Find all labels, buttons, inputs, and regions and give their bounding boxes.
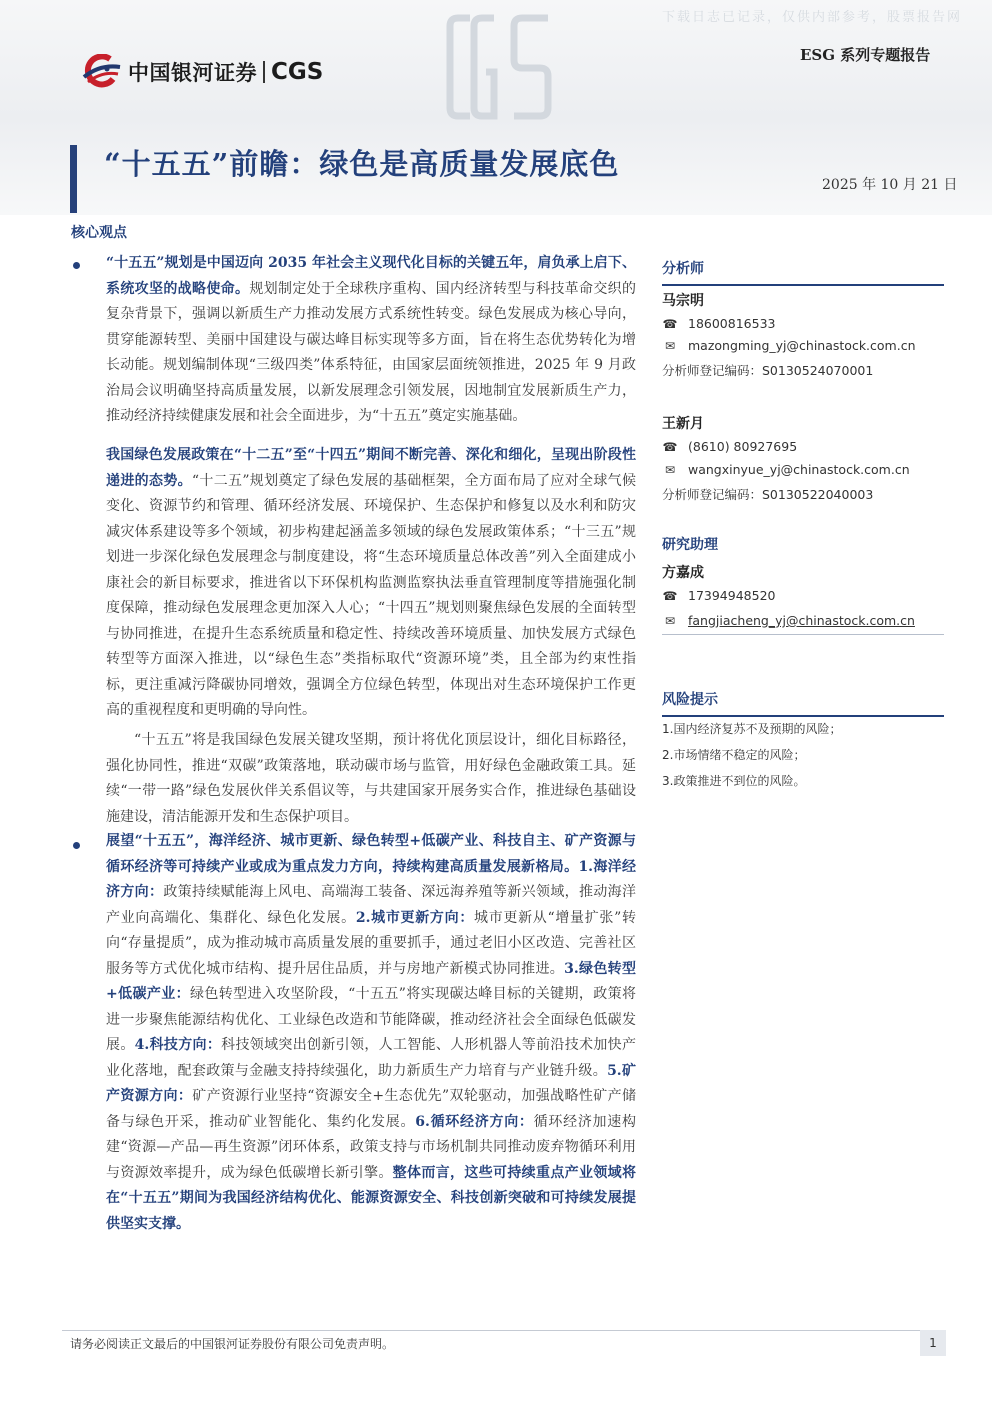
core-paragraph-2	[106, 443, 636, 724]
assistant-phone: 17394948520	[688, 588, 776, 603]
p1-body: 规划制定处于全球秩序重构、国内经济转型与科技革命交织的复杂背景下，强调以新质生产力推动发展方式系统性转变。绿色发展成为核心导向，贯穿能源转型、美丽中国建设与碳达峰目标实现等多方面，旨在将生态优势转化为增长动能。规划编制体现“三级四类”体系特征，由国家层面统领推进，2025 年 9 月政治局会议明确坚持高质量发展，以新发展理念引领发展，因地制宜发展新质生产力，推动经济持续健康发展和社会全面进步，为“十五五”奠定实施基础。	[106, 280, 637, 424]
phone-icon: ☎	[662, 588, 678, 603]
p4-text-1: 政策持续赋能海上风电、高端海工装备、深远海养殖等新兴领域，推动海洋产业向高端化、集群化、绿色化发展。	[106, 884, 637, 926]
phone-icon: ☎	[662, 316, 678, 331]
p4-text-4: 科技领域突出创新引领，人工智能、人形机器人等前沿技术加快产业化落地，配套政策与金融支持持续强化，助力新质生产力培育与产业链升级。	[106, 1037, 637, 1079]
p4-text-5: 矿产资源行业坚持“资源安全+生态优先”双轮驱动，加强战略性矿产储备与绿色开采，推动矿业智能化、集约化发展。	[106, 1088, 636, 1130]
analyst-2-name: 王新月	[662, 416, 704, 432]
analyst-2-email[interactable]: wangxinyue_yj@chinastock.com.cn	[688, 462, 910, 477]
p3-body: “十五五”将是我国绿色发展关键攻坚期，预计将优化顶层设计，细化目标路径，强化协同性，推进“双碳”政策落地，联动碳市场与监管，用好绿色金融政策工具。延续“一带一路”绿色发展伙伴关系倡议等，与共建国家开展务实合作，推进绿色基础设施建设，清洁能源开发和生态保护项目。	[106, 732, 636, 825]
p4-label-5: 5.矿产资源方向：	[106, 1062, 636, 1104]
risk-heading: 风险提示	[662, 692, 718, 708]
analyst-1-reg: 分析师登记编码：S0130524070001	[662, 363, 874, 378]
logo-cgs: CGS	[271, 59, 324, 85]
analyst-heading: 分析师	[662, 261, 704, 277]
p4-text-6: 循环经济加速构建“资源—产品—再生资源”闭环体系，政策支持与市场机制共同推动废弃物循环利用与资源效率提升，成为绿色低碳增长新引擎。	[106, 1113, 637, 1181]
cgs-watermark-graphic	[436, 8, 566, 126]
analyst-2-phone-row	[662, 439, 797, 454]
analyst-2-email-row	[662, 462, 910, 477]
mail-icon: ✉	[664, 338, 676, 353]
analyst-1-email-row	[662, 338, 916, 353]
risk-item-3: 3.政策推进不到位的风险。	[662, 774, 806, 788]
footer-disclaimer: 请务必阅读正文最后的中国银河证券股份有限公司免责声明。	[70, 1337, 395, 1351]
p1-lead: “十五五”规划是中国迈向 2035 年社会主义现代化目标的关键五年，肩负承上启下、系统攻坚的战略使命。	[106, 255, 636, 297]
watermark-text: 下载日志已记录，仅供内部参考，股票报告网	[661, 10, 962, 25]
core-paragraph-4	[106, 829, 636, 1237]
assistant-name: 方嘉成	[662, 565, 704, 581]
assistant-heading: 研究助理	[662, 537, 718, 553]
title-accent-bar	[70, 145, 77, 213]
analyst-1-phone-row	[662, 316, 775, 331]
report-title: “十五五”前瞻：绿色是高质量发展底色	[104, 147, 620, 181]
analyst-2-reg: 分析师登记编码：S0130522040003	[662, 487, 874, 502]
risk-divider	[662, 715, 944, 717]
assistant-email-row	[662, 613, 915, 628]
phone-icon: ☎	[662, 439, 678, 454]
core-paragraph-3	[106, 728, 636, 830]
p4-label-1: 1.海洋经济方向：	[106, 858, 637, 900]
report-date: 2025 年 10 月 21 日	[822, 177, 958, 193]
report-series: ESG 系列专题报告	[800, 46, 931, 64]
galaxy-logo-icon	[80, 54, 122, 90]
analyst-section	[662, 258, 944, 286]
logo-separator	[263, 61, 265, 83]
logo-company-name: 中国银河证券	[128, 61, 257, 85]
page-number: 1	[920, 1330, 946, 1356]
p4-label-6: 6.循环经济方向：	[415, 1113, 534, 1130]
analyst-1-email[interactable]: mazongming_yj@chinastock.com.cn	[688, 338, 916, 353]
p4-lead: 展望“十五五”，海洋经济、城市更新、绿色转型+低碳产业、科技自主、矿产资源与循环经济等可持续产业或成为重点发力方向，持续构建高质量发展新格局。	[106, 833, 636, 875]
analyst-1-phone: 18600816533	[688, 316, 776, 331]
p4-text-2: 城市更新从“增量扩张”转向“存量提质”，成为推动城市高质量发展的重要抓手，通过老旧小区改造、完善社区服务等方式优化城市结构、提升居住品质，并与房地产新模式协同推进。	[106, 909, 636, 977]
p4-label-2: 2.城市更新方向：	[355, 909, 475, 926]
risk-item-1: 1.国内经济复苏不及预期的风险；	[662, 722, 842, 736]
assistant-phone-row	[662, 588, 775, 603]
analyst-2-phone: (8610) 80927695	[688, 439, 798, 454]
footer-divider	[62, 1330, 940, 1331]
p4-text-3: 绿色转型进入攻坚阶段，“十五五”将实现碳达峰目标的关键期，政策将进一步聚焦能源结构优化、工业绿色改造和节能降碳，推动经济社会全面绿色低碳发展。	[106, 986, 636, 1053]
cgs-logo	[80, 52, 323, 92]
risk-section	[662, 689, 944, 717]
p2-lead: 我国绿色发展政策在“十二五”至“十四五”期间不断完善、深化和细化，呈现出阶段性递进的态势。	[106, 447, 636, 489]
bullet-dot-icon	[73, 842, 80, 849]
mail-icon: ✉	[664, 613, 676, 628]
core-views-heading: 核心观点	[71, 225, 127, 241]
assistant-divider	[662, 634, 944, 635]
core-paragraph-1	[106, 251, 636, 430]
analyst-divider	[662, 284, 944, 286]
p4-label-4: 4.科技方向：	[134, 1037, 222, 1053]
bullet-dot-icon	[73, 262, 80, 269]
mail-icon: ✉	[664, 462, 676, 477]
assistant-section	[662, 534, 944, 554]
p4-conclusion: 整体而言，这些可持续重点产业领域将在“十五五”期间为我国经济结构优化、能源资源安全、科技创新突破和可持续发展提供坚实支撑。	[106, 1164, 637, 1232]
p2-body: “十二五”规划奠定了绿色发展的基础框架，全方面布局了应对全球气候变化、资源节约和管理、循环经济发展、环境保护、生态保护和修复以及水利和防灾减灾体系建设等多个领域，初步构建起涵盖多领域的绿色发展政策体系；“十三五”规划进一步深化绿色发展理念与制度建设，将“生态环境质量总体改善”列入全面建成小康社会的新目标要求，推进省以下环保机构监测监察执法垂直管理制度等措施强化制度保障，推动绿色发展理念更加深入人心；“十四五”规划则聚焦绿色发展的全面转型与协同推进，在提升生态系统质量和稳定性、持续改善环境质量、加快发展方式绿色转型等方面深入推进，以“绿色生态”类指标取代“资源环境”类，且全部为约束性指标，更注重减污降碳协同增效，强调全方位绿色转型，体现出对生态环境保护工作更高的重视程度和更明确的导向性。	[106, 472, 636, 718]
assistant-email[interactable]: fangjiacheng_yj@chinastock.com.cn	[688, 613, 915, 628]
analyst-1-name: 马宗明	[662, 293, 704, 309]
p4-label-3: 3.绿色转型+低碳产业：	[106, 960, 636, 1002]
risk-item-2: 2.市场情绪不稳定的风险；	[662, 748, 806, 762]
